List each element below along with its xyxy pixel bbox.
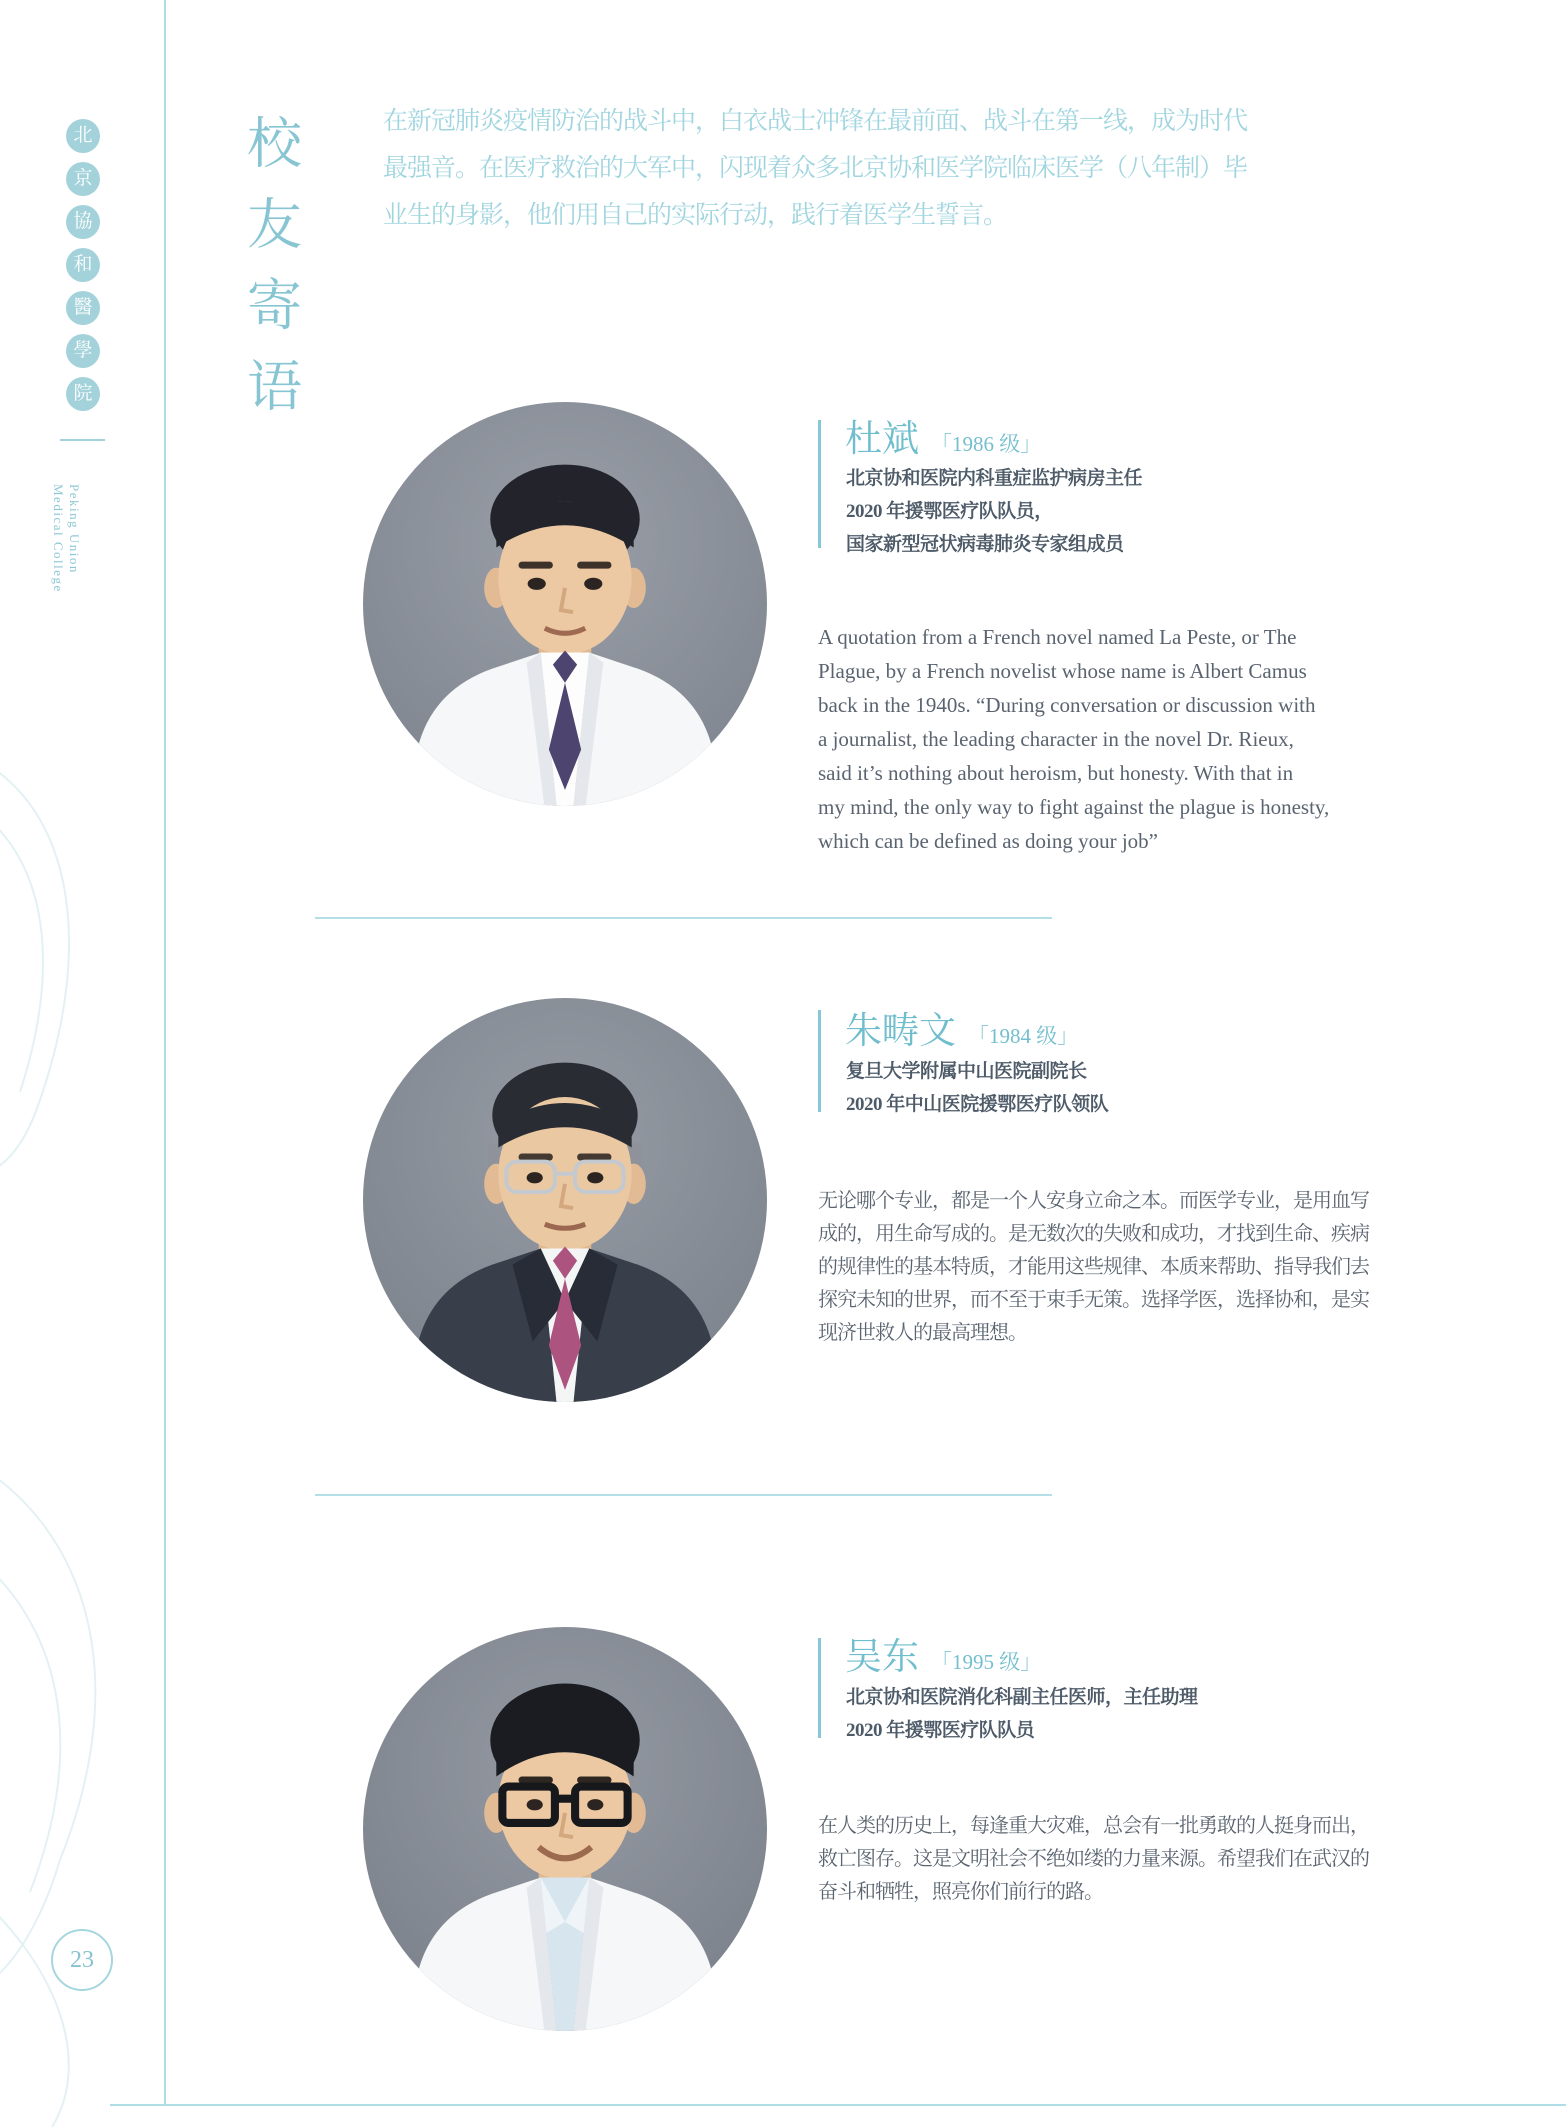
quote-line: 探究未知的世界，而不至于束手无策。选择学医，选择协和，是实 — [818, 1289, 1369, 1311]
class-year: 「1984 级」 — [968, 1024, 1079, 1048]
profile-quote — [818, 1810, 1369, 1909]
quote-line: which can be defined as doing your job” — [818, 829, 1158, 853]
page-border-bottom — [110, 2104, 1566, 2106]
class-year: 「1986 级」 — [931, 432, 1042, 456]
quote-line: 成的，用生命写成的。是无数次的失败和成功，才找到生命、疾病 — [818, 1223, 1369, 1245]
brand-badge-char: 醫 — [66, 291, 100, 325]
intro-line: 业生的身影，他们用自己的实际行动，践行着医学生誓言。 — [383, 202, 1008, 229]
quote-line: 无论哪个专业，都是一个人安身立命之本。而医学专业，是用血写 — [818, 1190, 1369, 1212]
quote-line: back in the 1940s. “During conversation or discussion with — [818, 693, 1316, 717]
profile-name: 朱畴文 — [845, 1011, 956, 1052]
quote-line: a journalist, the leading character in the novel Dr. Rieux, — [818, 727, 1294, 751]
quote-line: my mind, the only way to fight against the plague is honesty, — [818, 795, 1330, 819]
profile-photo — [363, 1627, 767, 2031]
bio-line: 复旦大学附属中山医院副院长 — [846, 1061, 1087, 1082]
bio-line: 2020 年援鄂医疗队队员， — [846, 501, 1053, 522]
profile-header — [845, 1626, 1041, 1680]
page-title: 校友寄语 — [239, 114, 300, 438]
quote-line: said it’s nothing about heroism, but honesty. With that in — [818, 761, 1294, 785]
bio-line: 2020 年中山医院援鄂医疗队领队 — [846, 1094, 1109, 1115]
quote-line: 的规律性的基本特质，才能用这些规律、本质来帮助、指导我们去 — [818, 1256, 1369, 1278]
profile-bio — [846, 1055, 1108, 1121]
quote-line: 现济世救人的最高理想。 — [818, 1322, 1027, 1344]
section-divider — [315, 917, 1052, 919]
bio-line: 国家新型冠状病毒肺炎专家组成员 — [846, 534, 1124, 555]
accent-bar — [818, 1638, 821, 1738]
brand-badge-char: 京 — [66, 162, 100, 196]
brand-divider — [60, 439, 105, 441]
intro-line: 在新冠肺炎疫情防治的战斗中，白衣战士冲锋在最前面、战斗在第一线，成为时代 — [383, 108, 1248, 135]
quote-line: 救亡图存。这是文明社会不绝如缕的力量来源。希望我们在武汉的 — [818, 1848, 1369, 1870]
accent-bar — [818, 420, 821, 548]
profile-quote — [818, 620, 1329, 858]
brand-badges — [66, 119, 100, 411]
brand-badge-char: 和 — [66, 248, 100, 282]
brand-english-line: Medical College — [51, 484, 66, 593]
profile-name: 杜斌 — [845, 419, 919, 460]
intro-paragraph — [383, 98, 1247, 239]
brand-english-line: Peking Union — [67, 484, 82, 574]
brand-badge-char: 北 — [66, 119, 100, 153]
brand-badge-char: 學 — [66, 334, 100, 368]
section-divider — [315, 1494, 1052, 1496]
profile-photo — [363, 402, 767, 806]
quote-line: 奋斗和牺牲，照亮你们前行的路。 — [818, 1881, 1103, 1903]
quote-line: 在人类的历史上，每逢重大灾难，总会有一批勇敢的人挺身而出， — [818, 1815, 1369, 1837]
profile-header — [845, 1000, 1078, 1054]
profile-bio — [846, 462, 1142, 561]
quote-line: Plague, by a French novelist whose name is Albert Camus — [818, 659, 1307, 683]
intro-line: 最强音。在医疗救治的大军中，闪现着众多北京协和医学院临床医学（八年制）毕 — [383, 155, 1248, 182]
profile-quote — [818, 1185, 1369, 1350]
lotus-line-art-icon — [0, 700, 170, 2127]
profile-header — [845, 408, 1041, 462]
brand-english-vertical — [50, 484, 82, 604]
page-number-badge — [51, 1929, 113, 1991]
bio-line: 北京协和医院消化科副主任医师，主任助理 — [846, 1687, 1198, 1708]
profile-photo — [363, 998, 767, 1402]
bio-line: 北京协和医院内科重症监护病房主任 — [846, 468, 1143, 489]
page-number: 23 — [70, 1946, 94, 1973]
brand-badge-char: 院 — [66, 377, 100, 411]
bio-line: 2020 年援鄂医疗队队员 — [846, 1720, 1035, 1741]
accent-bar — [818, 1010, 821, 1112]
class-year: 「1995 级」 — [931, 1650, 1042, 1674]
brand-badge-char: 協 — [66, 205, 100, 239]
page-border-vertical — [164, 0, 166, 2104]
profile-bio — [846, 1681, 1198, 1747]
profile-name: 吴东 — [845, 1637, 919, 1678]
quote-line: A quotation from a French novel named La Peste, or The — [818, 625, 1297, 649]
